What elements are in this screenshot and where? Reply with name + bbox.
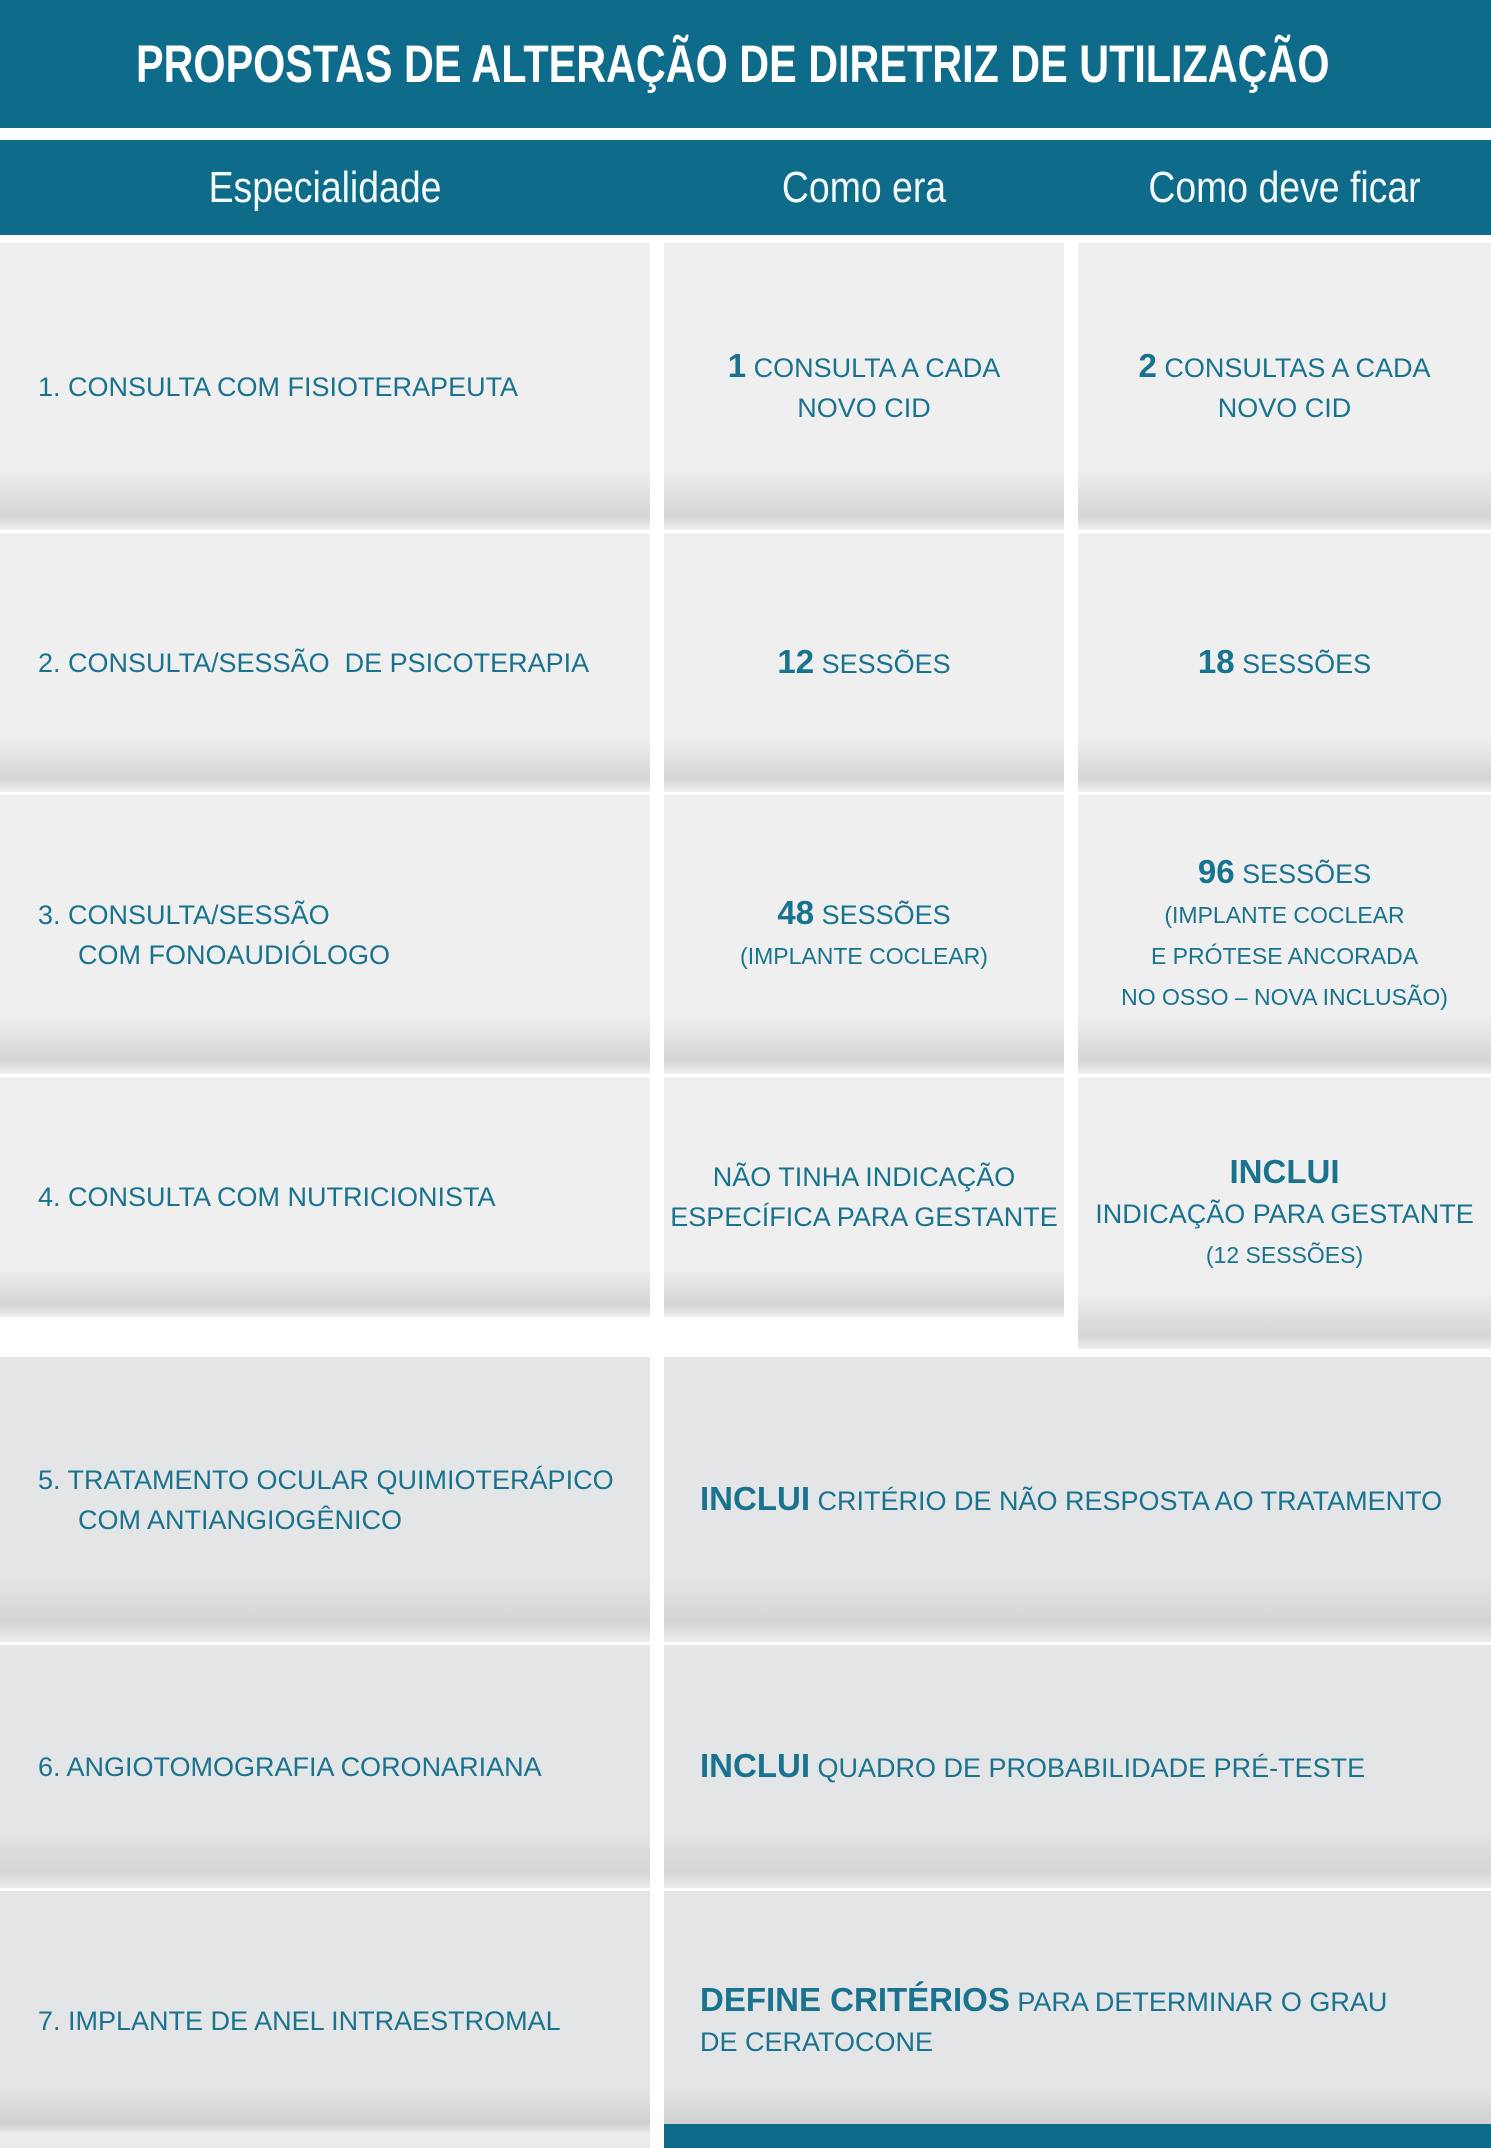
- text-segment: 96: [1197, 853, 1235, 890]
- cell-como-era: [664, 1077, 1064, 1317]
- cell-line: [1206, 1234, 1363, 1275]
- cell-line: [38, 1177, 496, 1217]
- cell-line: [728, 346, 1000, 388]
- table-row: [0, 1077, 1491, 1317]
- text-segment: QUADRO DE PROBABILIDADE PRÉ-TESTE: [810, 1752, 1366, 1783]
- cell-line: [1230, 1152, 1340, 1194]
- cell-line: [797, 388, 931, 428]
- text-segment: 2: [1138, 346, 1157, 384]
- text-segment: SESSÕES: [1234, 648, 1372, 679]
- cell-especialidade: [0, 1645, 650, 1888]
- text-segment: 4. CONSULTA COM NUTRICIONISTA: [38, 1182, 496, 1212]
- header-gap: [0, 235, 1491, 243]
- cell-como-fica-merged: [664, 1357, 1491, 1642]
- column-header-especialidade: Especialidade: [208, 162, 442, 212]
- cell-especialidade: [0, 243, 650, 530]
- table-row: [0, 243, 1491, 530]
- table-row: [0, 795, 1491, 1074]
- cell-line: [38, 643, 589, 683]
- text-segment: 2. CONSULTA/SESSÃO DE PSICOTERAPIA: [38, 647, 590, 678]
- cell-como-deve-ficar: [1078, 533, 1491, 792]
- cell-line: [1139, 346, 1431, 388]
- cell-como-era: [664, 533, 1064, 792]
- cell-line: [700, 1479, 1442, 1521]
- cell-especialidade: [0, 795, 650, 1074]
- table-row: [0, 1357, 1491, 1642]
- text-segment: DE CERATOCONE: [700, 2026, 934, 2057]
- cell-especialidade: [0, 1357, 650, 1642]
- cell-line: [777, 893, 950, 935]
- text-segment: INCLUI: [1229, 1152, 1340, 1190]
- text-segment: 6. ANGIOTOMOGRAFIA CORONARIANA: [38, 1751, 542, 1782]
- cell-line: [38, 1747, 542, 1787]
- cell-line: [777, 642, 950, 684]
- text-segment: 1. CONSULTA COM FISIOTERAPEUTA: [38, 371, 519, 402]
- cell-especialidade: [0, 533, 650, 792]
- cell-line: [700, 1980, 1387, 2022]
- text-segment: 3. CONSULTA/SESSÃO: [38, 899, 330, 930]
- cell-como-fica-merged: [664, 1645, 1491, 1888]
- text-segment: ESPECÍFICA PARA GESTANTE: [670, 1202, 1058, 1232]
- text-segment: CRITÉRIO DE NÃO RESPOSTA AO TRATAMENTO: [810, 1485, 1443, 1516]
- cell-line: [1198, 852, 1371, 894]
- cell-especialidade: [0, 1077, 650, 1317]
- cell-line: [38, 367, 518, 407]
- text-segment: NOVO CID: [1217, 392, 1352, 423]
- text-segment: 1: [727, 346, 747, 384]
- text-segment: 48: [777, 894, 815, 931]
- text-segment: 5. TRATAMENTO OCULAR QUIMIOTERÁPICO: [38, 1464, 614, 1495]
- text-segment: 12: [777, 642, 815, 680]
- text-segment: E PRÓTESE ANCORADA: [1150, 943, 1419, 969]
- text-segment: (IMPLANTE COCLEAR): [740, 943, 988, 969]
- table-rows: [0, 243, 1491, 2148]
- cell-line: [1151, 935, 1418, 976]
- text-segment: 7. IMPLANTE DE ANEL INTRAESTROMAL: [38, 2005, 561, 2036]
- text-segment: INCLUI: [700, 1746, 810, 1784]
- text-segment: (12 SESSÕES): [1205, 1241, 1364, 1268]
- text-segment: (IMPLANTE COCLEAR: [1164, 902, 1405, 928]
- cell-line: [740, 935, 988, 976]
- cell-como-deve-ficar: [1078, 243, 1491, 530]
- cell-line: [38, 1460, 614, 1500]
- cell-line: [670, 1197, 1058, 1237]
- text-segment: COM ANTIANGIOGÊNICO: [78, 1504, 403, 1535]
- column-header-como-era: Como era: [781, 162, 947, 212]
- text-segment: COM FONOAUDIÓLOGO: [78, 939, 391, 970]
- text-segment: NOVO CID: [797, 392, 931, 423]
- page-title: PROPOSTAS DE ALTERAÇÃO DE DIRETRIZ DE UTILIZAÇÃO: [136, 34, 1330, 94]
- title-bar: [0, 0, 1491, 128]
- cell-line: [1164, 894, 1404, 935]
- table-row: [0, 1645, 1491, 1888]
- cell-line: [38, 895, 330, 935]
- table-row: [0, 1891, 1491, 2148]
- text-segment: INCLUI: [700, 1479, 810, 1517]
- text-segment: 18: [1197, 642, 1235, 680]
- text-segment: NÃO TINHA INDICAÇÃO: [712, 1162, 1016, 1192]
- text-segment: NO OSSO – NOVA INCLUSÃO): [1121, 984, 1448, 1010]
- text-segment: INDICAÇÃO PARA GESTANTE: [1095, 1198, 1474, 1229]
- cell-como-era: [664, 243, 1064, 530]
- cell-line: [1121, 976, 1448, 1017]
- text-segment: DEFINE CRITÉRIOS: [700, 1980, 1010, 2018]
- cell-line: [1095, 1194, 1474, 1234]
- cell-line: [700, 2022, 933, 2062]
- cell-como-deve-ficar: [1078, 1077, 1491, 1349]
- text-segment: CONSULTA A CADA: [746, 352, 1001, 383]
- cell-especialidade: [0, 1891, 650, 2148]
- cell-line: [38, 2001, 561, 2041]
- cell-como-fica-merged: [664, 1891, 1491, 2148]
- cell-line: [1218, 388, 1352, 428]
- next-section-bar: [664, 2124, 1491, 2148]
- text-segment: SESSÕES: [1234, 859, 1372, 889]
- text-segment: SESSÕES: [814, 648, 951, 679]
- cell-line: [38, 1500, 402, 1540]
- text-segment: PARA DETERMINAR O GRAU: [1009, 1986, 1388, 2017]
- divider: [0, 128, 1491, 140]
- table-row: [0, 533, 1491, 792]
- cell-line: [700, 1746, 1365, 1788]
- text-segment: SESSÕES: [814, 900, 951, 930]
- cell-como-deve-ficar: [1078, 795, 1491, 1074]
- cell-line: [38, 935, 390, 975]
- column-header-como-deve-ficar: Como deve ficar: [1148, 162, 1421, 212]
- text-segment: CONSULTAS A CADA: [1156, 352, 1431, 383]
- cell-line: [1198, 642, 1371, 684]
- column-header-row: [0, 140, 1491, 235]
- cell-como-era: [664, 795, 1064, 1074]
- cell-line: [713, 1157, 1016, 1197]
